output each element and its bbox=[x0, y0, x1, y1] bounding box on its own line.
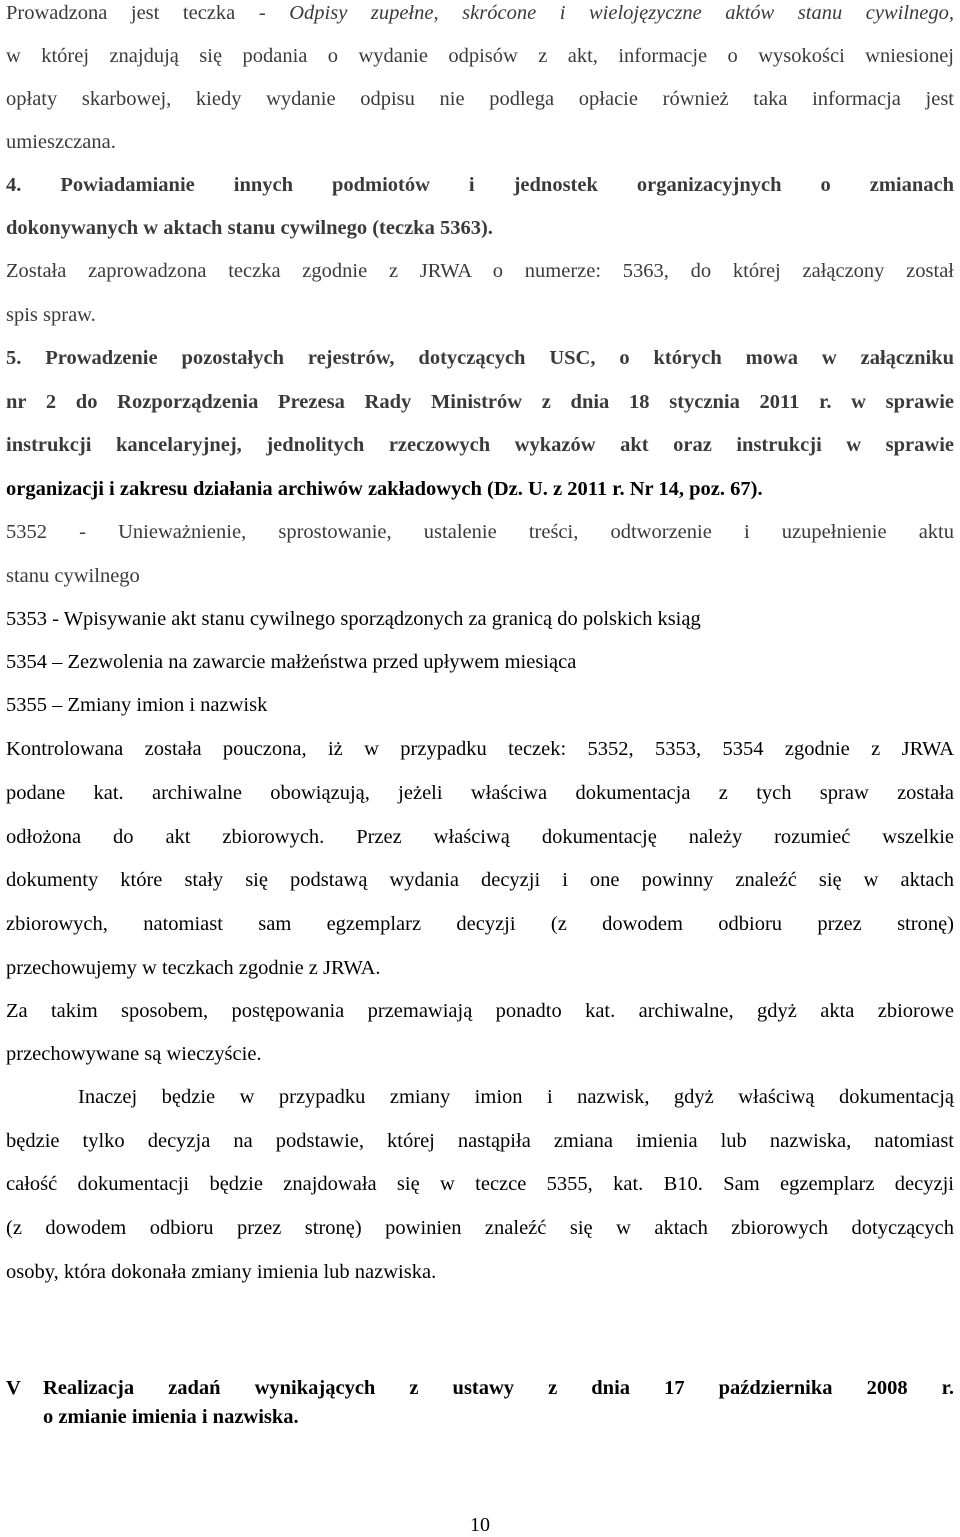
paragraph-line: Kontrolowana została pouczona, iż w przypadku teczek: 5352, 5353, 5354 zgodnie z JRWA bbox=[6, 738, 954, 760]
section-5-heading-cont: nr 2 do Rozporządzenia Prezesa Rady Ministrów z dnia 18 stycznia 2011 r. w sprawie bbox=[6, 391, 954, 413]
list-item: 5353 - Wpisywanie akt stanu cywilnego sporządzonych za granicą do polskich ksiąg bbox=[6, 608, 701, 630]
paragraph-line: osoby, która dokonała zmiany imienia lub nazwiska. bbox=[6, 1261, 437, 1283]
list-item: 5355 – Zmiany imion i nazwisk bbox=[6, 694, 268, 716]
list-item: 5354 – Zezwolenia na zawarcie małżeństwa przed upływem miesiąca bbox=[6, 651, 577, 673]
emphasized-title: Odpisy zupełne, skrócone i wielojęzyczne aktów stanu cywilnego, bbox=[289, 2, 955, 24]
paragraph-line: zbiorowych, natomiast sam egzemplarz decyzji (z dowodem odbioru przez stronę) bbox=[6, 913, 954, 935]
section-5-heading-cont: instrukcji kancelaryjnej, jednolitych rzeczowych wykazów akt oraz instrukcji w sprawie bbox=[6, 434, 954, 456]
section-v-number: V bbox=[6, 1377, 21, 1399]
paragraph-line: (z dowodem odbioru przez stronę) powinien znaleźć się w aktach zbiorowych dotyczących bbox=[6, 1217, 954, 1239]
paragraph-line: odłożona do akt zbiorowych. Przez właściwą dokumentację należy rozumieć wszelkie bbox=[6, 826, 954, 848]
document-page bbox=[6, 0, 954, 1537]
paragraph-line: całość dokumentacji będzie znajdowała się w teczce 5355, kat. B10. Sam egzemplarz decyzji bbox=[6, 1173, 954, 1195]
section-4-heading: 4. Powiadamianie innych podmiotów i jednostek organizacyjnych o zmianach bbox=[6, 174, 954, 196]
paragraph-line: w której znajdują się podania o wydanie odpisów z akt, informacje o wysokości wniesionej bbox=[6, 45, 954, 67]
section-4-heading-cont: dokonywanych w aktach stanu cywilnego (teczka 5363). bbox=[6, 217, 493, 239]
section-v-title-cont: o zmianie imienia i nazwiska. bbox=[43, 1406, 299, 1428]
paragraph-line: będzie tylko decyzja na podstawie, której nastąpiła zmiana imienia lub nazwiska, natomiast bbox=[6, 1130, 954, 1152]
section-v-title: Realizacja zadań wynikających z ustawy z dnia 17 października 2008 r. bbox=[43, 1377, 954, 1399]
section-5-heading-cont: organizacji i zakresu działania archiwów zakładowych (Dz. U. z 2011 r. Nr 14, poz. 67). bbox=[6, 478, 763, 500]
list-item-cont: stanu cywilnego bbox=[6, 565, 140, 587]
paragraph-line: podane kat. archiwalne obowiązują, jeżeli właściwa dokumentacja z tych spraw została bbox=[6, 782, 954, 804]
section-v-heading bbox=[6, 1375, 954, 1435]
paragraph-line: umieszczana. bbox=[6, 131, 116, 153]
paragraph-line: przechowywane są wieczyście. bbox=[6, 1043, 262, 1065]
paragraph-line: przechowujemy w teczkach zgodnie z JRWA. bbox=[6, 957, 381, 979]
paragraph-line: Inaczej będzie w przypadku zmiany imion i nazwisk, gdyż właściwą dokumentacją bbox=[78, 1086, 954, 1108]
paragraph-line: Została zaprowadzona teczka zgodnie z JRWA o numerze: 5363, do której załączony został bbox=[6, 260, 954, 282]
paragraph-line: Za takim sposobem, postępowania przemawiają ponadto kat. archiwalne, gdyż akta zbiorowe bbox=[6, 1000, 954, 1022]
paragraph-line: spis spraw. bbox=[6, 304, 96, 326]
paragraph-line: dokumenty które stały się podstawą wydania decyzji i one powinny znaleźć się w aktach bbox=[6, 869, 954, 891]
paragraph-line: opłaty skarbowej, kiedy wydanie odpisu nie podlega opłacie również taka informacja jest bbox=[6, 88, 954, 110]
list-item: 5352 - Unieważnienie, sprostowanie, ustalenie treści, odtworzenie i uzupełnienie aktu bbox=[6, 521, 954, 543]
page-number: 10 bbox=[470, 1514, 490, 1536]
paragraph-line: Prowadzona jest teczka - Odpisy zupełne, skrócone i wielojęzyczne aktów stanu cywilnego, bbox=[6, 2, 955, 24]
section-5-heading: 5. Prowadzenie pozostałych rejestrów, dotyczących USC, o których mowa w załączniku bbox=[6, 347, 954, 369]
